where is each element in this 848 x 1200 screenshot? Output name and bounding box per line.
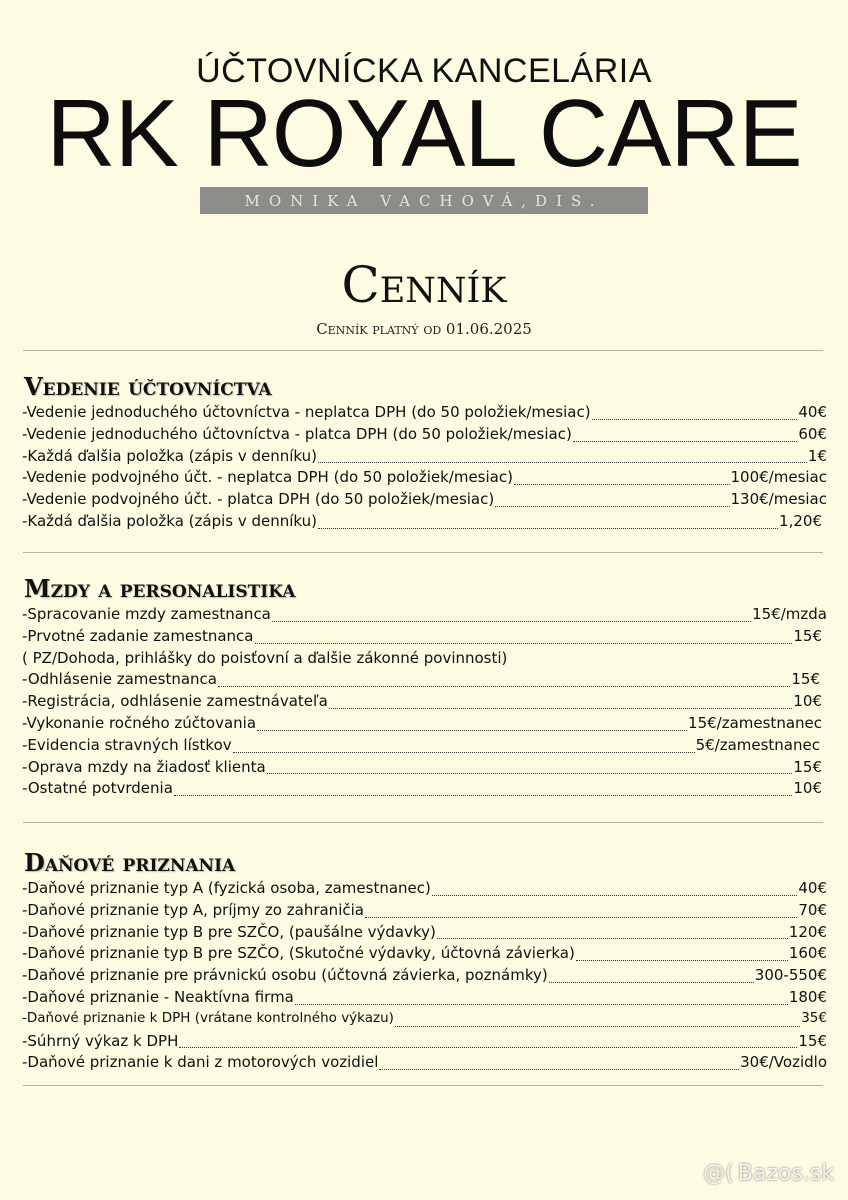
section-heading: Mzdy a personalistika (24, 574, 296, 603)
price-row (22, 923, 827, 945)
item-label: -Evidencia stravných lístkov (22, 735, 232, 754)
dot-leader (592, 415, 798, 420)
item-price: 180€ (788, 987, 827, 1006)
item-price: 160€ (788, 944, 827, 963)
price-row (22, 627, 822, 649)
watermark (703, 1161, 834, 1186)
at-swirl-icon: @( (703, 1161, 734, 1186)
owner-name: MONIKA VACHOVÁ,DIS. (244, 191, 604, 210)
item-label: -Vedenie jednoduchého účtovníctva - platca DPH (do 50 položiek/mesiac) (22, 424, 572, 443)
dot-leader (329, 704, 793, 709)
item-price: 35€ (801, 1009, 827, 1026)
item-label: -Ostatné potvrdenia (22, 779, 173, 798)
item-price: 70€ (798, 900, 827, 919)
item-label: -Odhlásenie zamestnanca (22, 670, 217, 689)
item-label: -Daňové priznanie - Neaktívna firma (22, 987, 294, 1006)
price-row (22, 605, 827, 627)
item-price: 15€/mzda (752, 605, 827, 623)
section-tax-returns (22, 848, 827, 1075)
price-row (22, 512, 822, 534)
price-row (22, 714, 822, 736)
item-price: 100€/mesiac (730, 468, 827, 487)
watermark-text: Bazos.sk (737, 1161, 834, 1186)
price-row (22, 879, 827, 901)
item-price: 15€/zamestnanec (688, 713, 822, 732)
item-price: 120€ (788, 922, 827, 941)
item-price: 40€ (798, 879, 827, 897)
item-label: -Každá ďalšia položka (zápis v denníku) (22, 511, 318, 530)
item-label: -Súhrný výkaz k DPH (22, 1031, 179, 1050)
section-heading: Vedenie účtovníctva (24, 372, 272, 401)
note-row (22, 649, 827, 671)
dot-leader (318, 458, 807, 463)
item-price: 15€ (798, 1031, 827, 1050)
item-note: ( PZ/Dohoda, prihlášky do poisťovní a ďalšie zákonné povinnosti) (22, 648, 508, 667)
item-price: 60€ (798, 424, 827, 443)
dot-leader (379, 1065, 739, 1070)
item-price: 15€ (791, 670, 820, 689)
item-label: -Prvotné zadanie zamestnanca (22, 626, 254, 645)
item-price: 10€ (793, 779, 822, 798)
price-row (22, 736, 820, 758)
price-row (22, 692, 822, 714)
item-price: 5€/zamestnanec (695, 735, 820, 754)
price-row (22, 901, 827, 923)
dot-leader (395, 1022, 800, 1027)
item-price: 40€ (798, 403, 827, 421)
section-heading: Daňové priznania (24, 848, 236, 877)
item-label: -Oprava mzdy na žiadosť klienta (22, 757, 266, 776)
section-accounting (22, 372, 827, 534)
item-label: -Daňové priznanie typ B pre SZČO, (Skutočné výdavky, účtovná závierka) (22, 944, 575, 963)
divider (23, 1085, 823, 1086)
item-label: -Vedenie podvojného účt. - neplatca DPH (do 50 položiek/mesiac) (22, 468, 513, 487)
dot-leader (514, 480, 730, 485)
item-label: -Daňové priznanie k DPH (vrátane kontrolného výkazu) (22, 1009, 394, 1026)
dot-leader (267, 769, 793, 774)
item-label: -Daňové priznanie typ B pre SZČO, (paušálne výdavky) (22, 922, 436, 941)
section-payroll (22, 574, 827, 801)
item-price: 10€ (793, 692, 822, 711)
price-row (22, 1010, 827, 1032)
price-row (22, 758, 822, 780)
dot-leader (365, 913, 797, 918)
price-row (22, 988, 827, 1010)
price-row (22, 447, 827, 469)
divider (23, 822, 823, 823)
dot-leader (576, 956, 788, 961)
dot-leader (272, 617, 751, 622)
item-label: -Každá ďalšia položka (zápis v denníku) (22, 446, 318, 465)
price-row (22, 425, 827, 447)
brand-name: RK ROYAL CARE (46, 80, 802, 187)
price-row (22, 670, 820, 692)
item-price: 30€/Vozidlo (740, 1053, 827, 1072)
dot-leader (495, 502, 729, 507)
item-label: -Vykonanie ročného zúčtovania (22, 713, 257, 732)
dot-leader (437, 934, 788, 939)
item-price: 1€ (807, 446, 827, 465)
item-label: -Spracovanie mzdy zamestnanca (22, 605, 271, 623)
dot-leader (257, 726, 687, 731)
item-label: -Daňové priznanie k dani z motorových vozidiel (22, 1053, 379, 1072)
item-price: 15€ (793, 626, 822, 645)
price-row (22, 1053, 827, 1075)
item-label: -Vedenie jednoduchého účtovníctva - neplatca DPH (do 50 položiek/mesiac) (22, 403, 591, 421)
item-label: -Registrácia, odhlásenie zamestnávateľa (22, 692, 328, 711)
item-label: -Vedenie podvojného účt. - platca DPH (do 50 položiek/mesiac) (22, 490, 495, 509)
item-price: 130€/mesiac (730, 490, 827, 509)
dot-leader (174, 791, 792, 796)
dot-leader (295, 1000, 788, 1005)
item-label: -Daňové priznanie typ A (fyzická osoba, zamestnanec) (22, 879, 431, 897)
office-name: ÚČTOVNÍCKA KANCELÁRIA (196, 52, 652, 90)
dot-leader (179, 1043, 797, 1048)
item-price: 1,20€ (779, 511, 822, 530)
dot-leader (573, 437, 798, 442)
item-label: -Daňové priznanie pre právnickú osobu (účtovná závierka, poznámky) (22, 966, 548, 985)
item-price: 15€ (793, 757, 822, 776)
price-row (22, 966, 827, 988)
dot-leader (255, 639, 793, 644)
dot-leader (218, 682, 790, 687)
divider (23, 552, 823, 553)
price-row (22, 779, 822, 801)
item-price: 300-550€ (754, 966, 827, 985)
price-row (22, 944, 827, 966)
price-row (22, 468, 827, 490)
price-row (22, 1032, 827, 1054)
price-row (22, 490, 827, 512)
dot-leader (318, 524, 778, 529)
page-subtitle: Cenník platný od 01.06.2025 (316, 320, 532, 338)
page-title: Cenník (341, 256, 507, 314)
dot-leader (233, 748, 695, 753)
price-row (22, 403, 827, 425)
owner-bar (200, 187, 648, 214)
divider (23, 350, 823, 351)
dot-leader (432, 891, 797, 896)
item-label: -Daňové priznanie typ A, príjmy zo zahraničia (22, 900, 364, 919)
dot-leader (549, 978, 754, 983)
